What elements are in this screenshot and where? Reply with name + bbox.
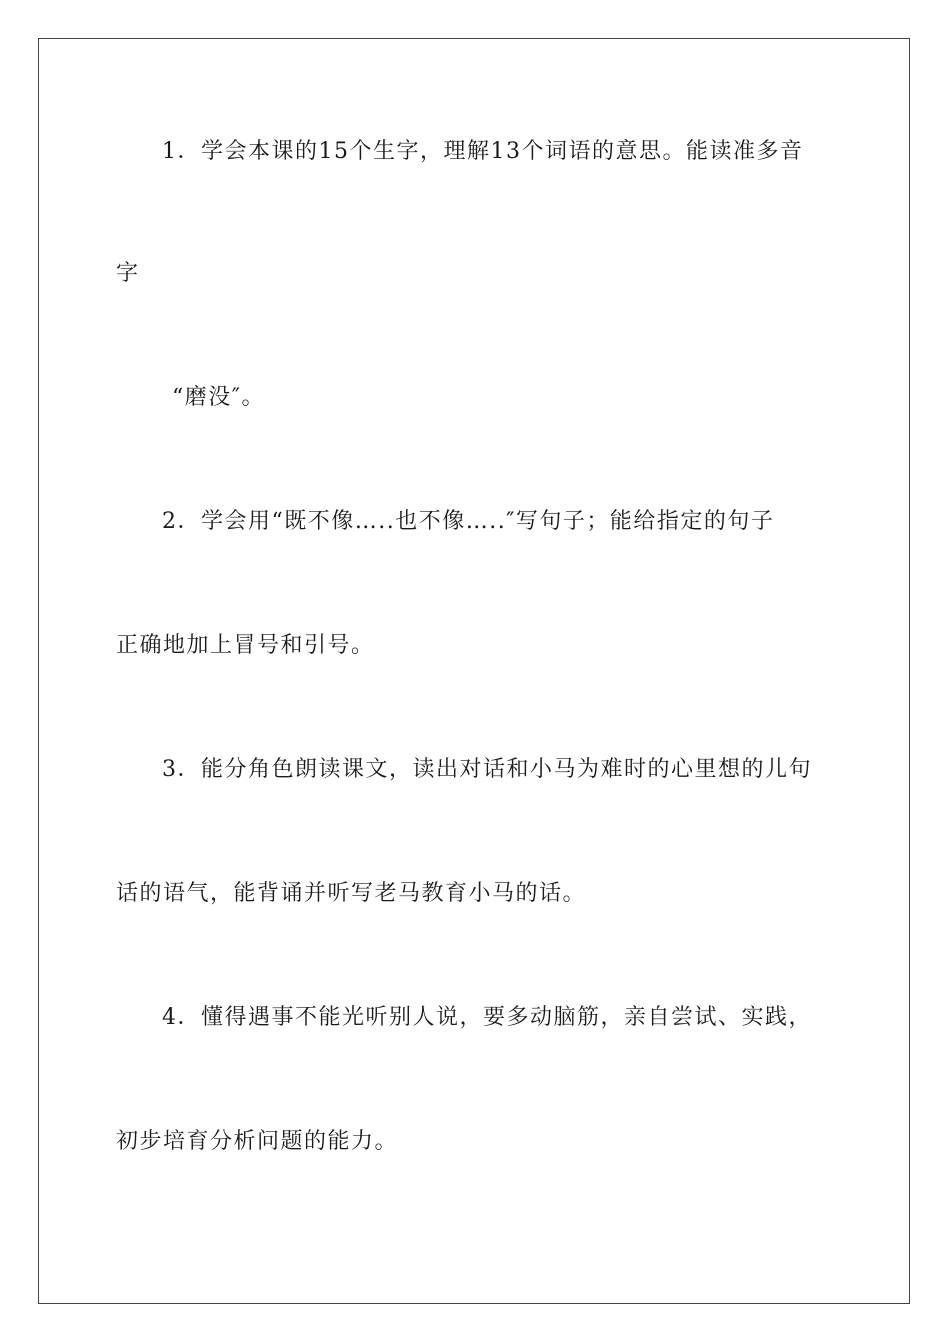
objective-1-line-2: 字 [116,261,140,286]
page-border [38,38,910,1304]
objective-2-line-1: 2．学会用“既不像…..也不像…..″写句子；能给指定的句子 [162,509,775,534]
objective-1-line-3: “磨没″。 [172,385,265,410]
objective-3-line-2: 话的语气，能背诵并听写老马教育小马的话。 [116,881,587,906]
objective-1-line-1: 1．学会本课的15个生字，理解13个词语的意思。能读准多音 [162,139,804,164]
objective-3-line-1: 3．能分角色朗读课文，读出对话和小马为难时的心里想的儿句 [162,757,812,782]
objective-2-line-2: 正确地加上冒号和引号。 [116,633,375,658]
objective-4-line-2: 初步培育分析问题的能力。 [116,1129,399,1154]
objective-4-line-1: 4．懂得遇事不能光听别人说，要多动脑筋，亲自尝试、实践， [162,1005,812,1030]
